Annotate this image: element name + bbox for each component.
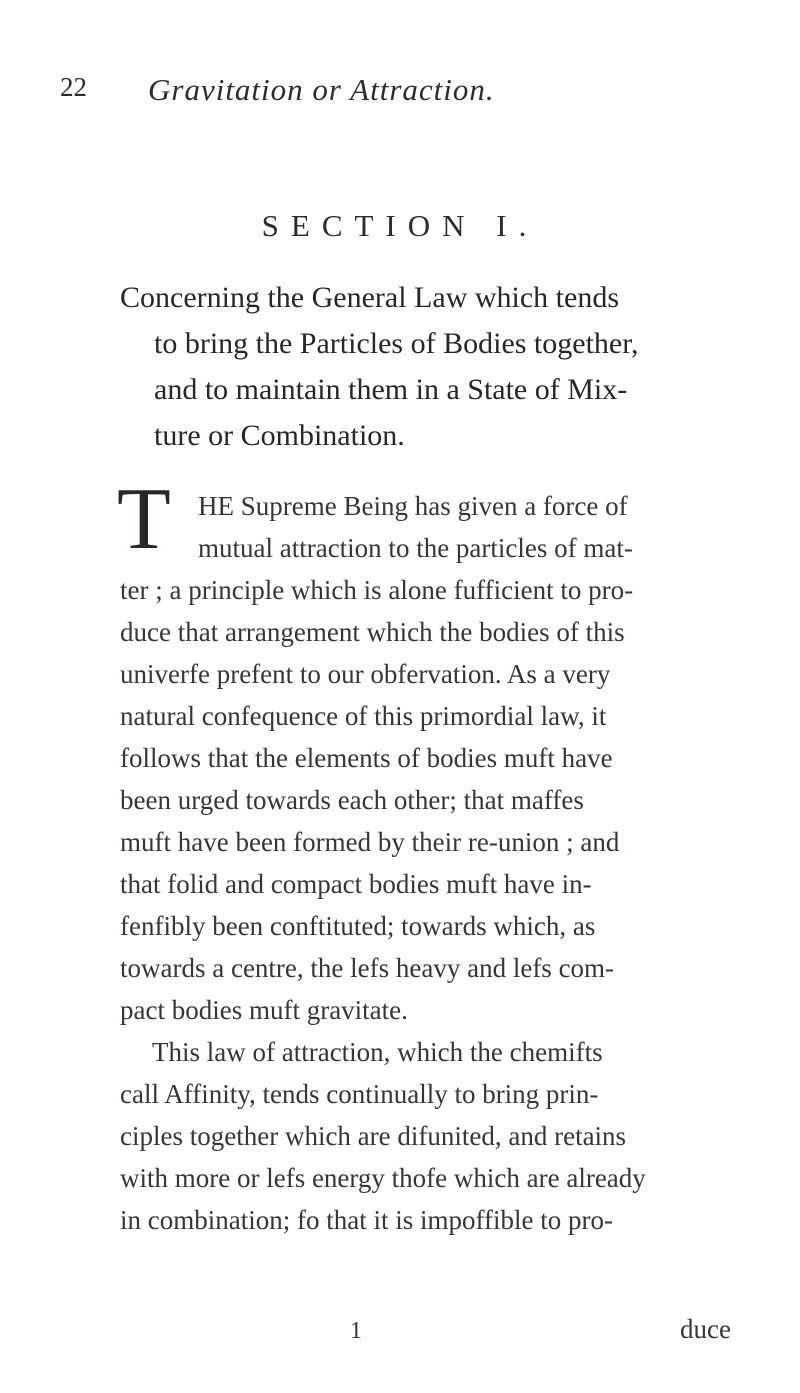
body-line: This law of attraction, which the chemifts xyxy=(152,1037,603,1067)
signature-mark: 1 xyxy=(350,1318,362,1344)
body-line: with more or lefs energy thofe which are already xyxy=(120,1163,646,1193)
body-line: mutual attraction to the particles of mat- xyxy=(198,533,633,563)
body-line: ciples together which are difunited, and retains xyxy=(120,1121,627,1151)
subtitle-line: to bring the Particles of Bodies together, xyxy=(154,327,639,360)
body-line: fenfibly been conftituted; towards which, as xyxy=(120,911,596,941)
body-line: follows that the elements of bodies muft have xyxy=(120,743,613,773)
subtitle-line: ture or Combination. xyxy=(154,419,405,452)
subtitle-line: Concerning the General Law which tends xyxy=(120,281,619,314)
body-line: in combination; fo that it is impoffible to pro- xyxy=(120,1205,613,1235)
section-subtitle xyxy=(120,275,770,459)
body-line: towards a centre, the lefs heavy and lefs com- xyxy=(120,953,615,983)
subtitle-line: and to maintain them in a State of Mix- xyxy=(154,373,628,406)
body-line: duce that arrangement which the bodies of this xyxy=(120,617,625,647)
catchword: duce xyxy=(680,1314,731,1344)
body-line: muft have been formed by their re-union ; and xyxy=(120,827,620,857)
body-line: ter ; a principle which is alone fufficient to pro- xyxy=(120,575,634,605)
body-line: univerfe prefent to our obfervation. As a very xyxy=(120,659,611,689)
body-line: HE Supreme Being has given a force of xyxy=(198,491,628,521)
page-number: 22 xyxy=(60,72,87,102)
drop-cap: T xyxy=(117,471,171,568)
body-line: pact bodies muft gravitate. xyxy=(120,995,408,1025)
body-line: call Affinity, tends continually to bring prin- xyxy=(120,1079,599,1109)
section-heading: SECTION I. xyxy=(261,208,539,243)
body-text xyxy=(120,485,760,1241)
body-line: natural confequence of this primordial law, it xyxy=(120,701,607,731)
body-line: been urged towards each other; that maffes xyxy=(120,785,584,815)
body-line: that folid and compact bodies muft have in- xyxy=(120,869,592,899)
running-title: Gravitation or Attraction. xyxy=(148,72,495,107)
